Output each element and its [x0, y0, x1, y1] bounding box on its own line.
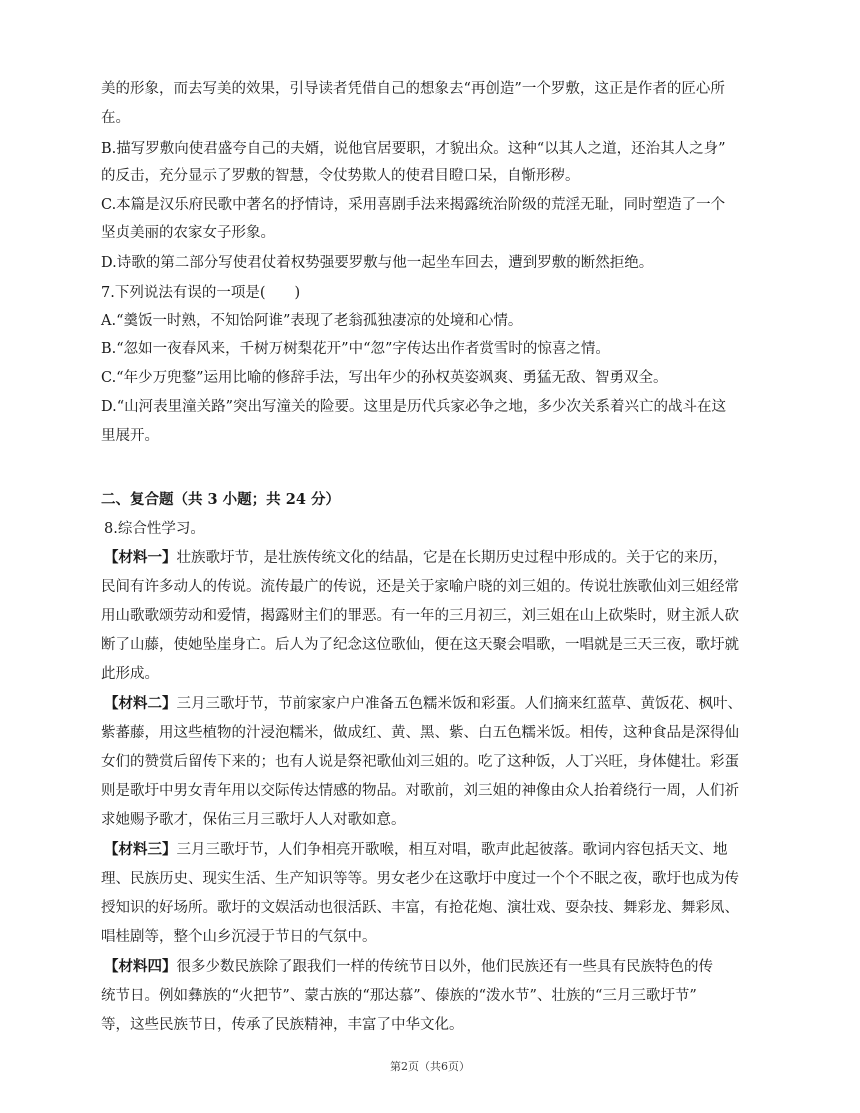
text-line: 等，这些民族节日，传承了民族精神，丰富了中华文化。: [101, 1017, 464, 1033]
text-line: 的反击，充分显示了罗敷的智慧，令仗势欺人的使君目瞪口呆，自惭形秽。: [101, 168, 580, 184]
text-line: 授知识的好场所。歌圩的文娱活动也很活跃、丰富，有抢花炮、演壮戏、耍杂技、舞彩龙、舞彩凤、: [101, 900, 739, 916]
text-line: 民间有许多动人的传说。流传最广的传说，还是关于家喻户晓的刘三姐的。传说壮族歌仙刘三姐经常: [101, 579, 739, 595]
section-title: 二、复合题（共 3 小题；共 24 分）: [101, 491, 340, 508]
material-2-first-line: 【材料二】三月三歌圩节，节前家家户户准备五色糯米饭和彩蛋。人们摘来红蓝草、黄饭花、枫叶、: [104, 695, 742, 712]
text-line: 美的形象，而去写美的效果，引导读者凭借自己的想象去“再创造”一个罗敷，这正是作者的匠心所: [101, 81, 725, 97]
question-8: 8.综合性学习。: [104, 521, 205, 537]
text-line: 理、民族历史、现实生活、生产知识等等。男女老少在这歌圩中度过一个个不眠之夜，歌圩也成为传: [101, 871, 739, 887]
text-line: 则是歌圩中男女青年用以交际传达情感的物品。对歌前，刘三姐的神像由众人抬着绕行一周，人们祈: [101, 783, 739, 799]
text-line: 紫蕃藤，用这些植物的汁浸泡糯米，做成红、黄、黑、紫、白五色糯米饭。相传，这种食品是深得仙: [101, 725, 739, 741]
material-1-first-line: 【材料一】壮族歌圩节，是壮族传统文化的结晶，它是在长期历史过程中形成的。关于它的来历，: [104, 549, 728, 566]
option-d-line: D.诗歌的第二部分写使君仗着权势强要罗敷与他一起坐车回去，遭到罗敷的断然拒绝。: [101, 255, 654, 271]
option-c-line: C.本篇是汉乐府民歌中著名的抒情诗，采用喜剧手法来揭露统治阶级的荒淫无耻，同时塑造了一个: [101, 197, 726, 213]
text-line: 用山歌歌颂劳动和爱情，揭露财主们的罪恶。有一年的三月初三，刘三姐在山上砍柴时，财主派人砍: [101, 608, 739, 624]
q7-option-b: B.“忽如一夜春风来，千树万树梨花开”中“忽”字传达出作者赏雪时的惊喜之情。: [101, 341, 610, 357]
text-line: 求她赐予歌才，保佑三月三歌圩人人对歌如意。: [101, 812, 406, 828]
text-line: 统节日。例如彝族的“火把节”、蒙古族的“那达慕”、傣族的“泼水节”、壮族的“三月三歌圩节”: [101, 988, 697, 1004]
material-1-label: 【材料一】: [104, 549, 177, 566]
q7-option-a: A.“羹饭一时熟，不知饴阿谁”表现了老翁孤独凄凉的处境和心情。: [101, 313, 523, 329]
page-footer: 第2页（共6页）: [390, 1060, 470, 1073]
material-4-first-line: 【材料四】很多少数民族除了跟我们一样的传统节日以外，他们民族还有一些具有民族特色的传: [104, 958, 713, 975]
q7-option-c: C.“年少万兜鍪”运用比喻的修辞手法，写出年少的孙权英姿飒爽、勇猛无敌、智勇双全。: [101, 370, 668, 386]
text-line: 女们的赞赏后留传下来的；也有人说是祭祀歌仙刘三姐的。吃了这种饭，人丁兴旺，身体健壮。彩蛋: [101, 754, 739, 770]
text-line: 唱桂剧等，整个山乡沉浸于节日的气氛中。: [101, 929, 377, 945]
text-line: 在。: [101, 110, 130, 126]
question-7: 7.下列说法有误的一项是( ): [101, 285, 301, 301]
option-b-line: B.描写罗敷向使君盛夸自己的夫婿，说他官居要职，才貌出众。这种“以其人之道，还治其人之身”: [101, 141, 726, 157]
material-3-first-line: 【材料三】三月三歌圩节，人们争相亮开歌喉，相互对唱，歌声此起彼落。歌词内容包括天文、地: [104, 841, 728, 858]
text-line: 里展开。: [101, 428, 159, 444]
material-4-label: 【材料四】: [104, 958, 177, 975]
text-line: 坚贞美丽的农家女子形象。: [101, 225, 275, 241]
q7-option-d: D.“山河表里潼关路”突出写潼关的险要。这里是历代兵家必争之地，多少次关系着兴亡的战斗在这: [101, 399, 727, 415]
material-2-label: 【材料二】: [104, 695, 177, 712]
material-3-label: 【材料三】: [104, 841, 177, 858]
text-line: 断了山藤，使她坠崖身亡。后人为了纪念这位歌仙，便在这天聚会唱歌，一唱就是三天三夜，歌圩就: [101, 637, 739, 653]
text-line: 此形成。: [101, 666, 159, 682]
